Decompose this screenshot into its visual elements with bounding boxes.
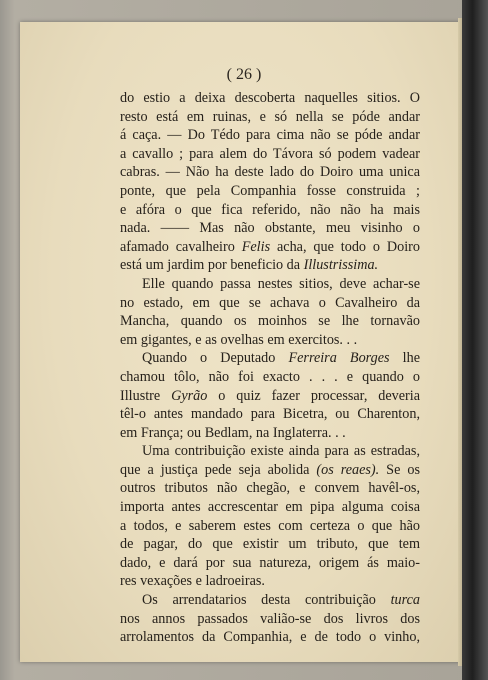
text-run: a cavallo ; para alem do Távora só podem vadear bbox=[120, 145, 420, 162]
text-run: a todos, e saberem estes com certeza o que hão bbox=[120, 517, 420, 534]
text-run: que a justiça pede seja abolida bbox=[120, 461, 317, 478]
text-line bbox=[120, 554, 420, 573]
text-line bbox=[120, 424, 420, 443]
text-run: cabras. — Não ha deste lado do Doiro uma unica bbox=[120, 164, 420, 181]
text-line bbox=[120, 442, 420, 461]
text-line bbox=[120, 591, 420, 610]
text-line bbox=[120, 201, 420, 220]
text-line bbox=[120, 535, 420, 554]
text-run: em França; ou Bedlam, na Inglaterra. . . bbox=[120, 424, 346, 441]
text-run: lhe bbox=[389, 350, 421, 367]
text-line bbox=[120, 498, 420, 517]
text-run: dado, e dará por sua natureza, origem ás maio- bbox=[120, 554, 420, 571]
text-line bbox=[120, 461, 420, 480]
text-line bbox=[120, 628, 420, 647]
text-line bbox=[120, 163, 420, 182]
italic-text: Ferreira Borges bbox=[288, 350, 390, 367]
text-line bbox=[120, 256, 420, 275]
text-run: importa antes accrescentar em pipa alguma coisa bbox=[120, 499, 420, 516]
text-line bbox=[120, 368, 420, 387]
text-line bbox=[120, 479, 420, 498]
text-line bbox=[120, 126, 420, 145]
text-line bbox=[120, 238, 420, 257]
italic-text: Gyrão bbox=[171, 387, 208, 404]
text-line bbox=[120, 145, 420, 164]
italic-text: Illustrissima. bbox=[303, 257, 379, 274]
text-run: Quando o Deputado bbox=[142, 350, 289, 367]
text-run: do estio a deixa descoberta naquelles sitios. O bbox=[120, 90, 420, 106]
text-run: Os arrendatarios desta contribuição bbox=[142, 592, 391, 609]
text-run: em gigantes, e as ovelhas em exercitos. . . bbox=[120, 331, 358, 348]
text-line bbox=[120, 572, 420, 591]
italic-text: (os reaes). bbox=[316, 461, 380, 478]
text-run: nada. —— Mas não obstante, meu visinho o bbox=[120, 220, 420, 237]
text-line bbox=[120, 182, 420, 201]
text-run: acha, que todo o Doiro bbox=[270, 238, 421, 255]
text-run: e afóra o que fica referido, não não ha mais bbox=[120, 201, 420, 218]
text-run: Se os bbox=[379, 461, 420, 478]
text-run: á caça. — Do Tédo para cima não se póde andar bbox=[120, 127, 420, 144]
text-line bbox=[120, 294, 420, 313]
italic-text: turca bbox=[390, 592, 420, 609]
text-line bbox=[120, 331, 420, 350]
text-run: Uma contribuição existe ainda para as estradas, bbox=[142, 443, 420, 460]
page-body-text bbox=[120, 89, 420, 647]
text-run: de pagar, do que existir um tributo, que tem bbox=[120, 536, 420, 553]
text-line bbox=[120, 89, 420, 108]
text-line bbox=[120, 387, 420, 406]
text-run: Mancha, quando os moinhos se lhe tornavão bbox=[120, 313, 420, 330]
text-line bbox=[120, 610, 420, 629]
text-run: arrolamentos da Companhia, e de todo o vinho, bbox=[120, 629, 420, 646]
text-line bbox=[120, 219, 420, 238]
book-gutter bbox=[462, 0, 488, 680]
text-run: outros tributos não chegão, e convem havêl-os, bbox=[120, 480, 420, 497]
text-line bbox=[120, 275, 420, 294]
text-run: Illustre bbox=[120, 387, 172, 404]
page-number: ( 26 ) bbox=[226, 66, 262, 83]
text-run: Elle quando passa nestes sitios, deve achar-se bbox=[142, 275, 420, 292]
italic-text: Felis bbox=[241, 238, 271, 255]
text-line bbox=[120, 405, 420, 424]
text-run: está um jardim por beneficio da bbox=[120, 257, 304, 274]
text-run: ponte, que pela Companhia fosse construida ; bbox=[120, 182, 420, 199]
text-run: chamou tôlo, não foi exacto . . . e quando o bbox=[120, 368, 420, 385]
text-line bbox=[120, 517, 420, 536]
text-run: resto está em ruinas, e só nella se póde andar bbox=[120, 108, 420, 125]
text-line bbox=[120, 108, 420, 127]
text-run: afamado cavalheiro bbox=[120, 238, 242, 255]
text-line bbox=[120, 312, 420, 331]
text-line bbox=[120, 349, 420, 368]
text-run: nos annos passados valião-se dos livros dos bbox=[120, 610, 420, 627]
text-run: têl-o antes mandado para Bicetra, ou Charenton, bbox=[120, 406, 420, 423]
text-run: no estado, em que se achava o Cavalheiro da bbox=[120, 294, 420, 311]
text-run: o quiz fazer processar, deveria bbox=[207, 387, 421, 404]
text-run: res vexações e ladroeiras. bbox=[120, 573, 265, 590]
